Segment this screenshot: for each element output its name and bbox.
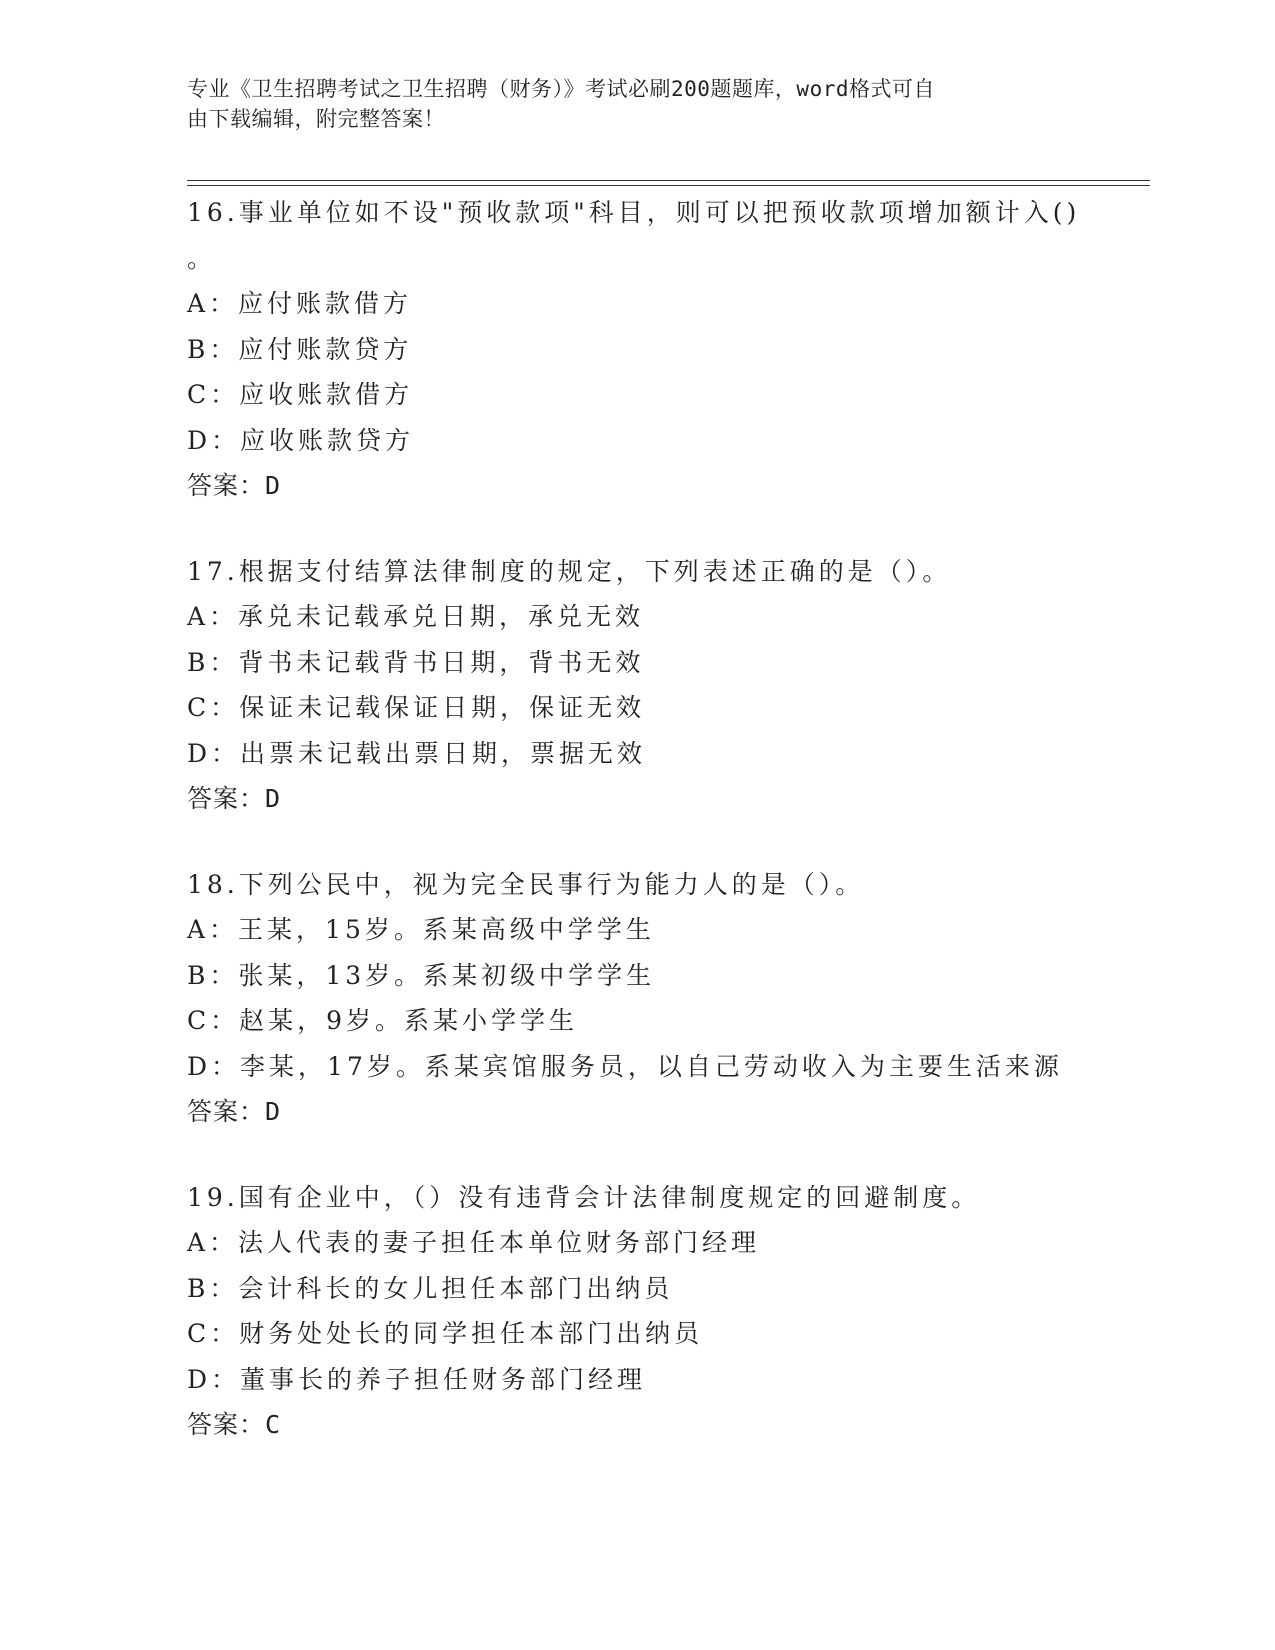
- question-list: [187, 190, 1087, 1488]
- header-line-2: 由下载编辑，附完整答案！: [187, 107, 445, 131]
- question-stem: 19.国有企业中，（）没有违背会计法律制度规定的回避制度。: [187, 1182, 981, 1212]
- answer-label: 答案：D: [187, 784, 282, 813]
- question-16: [187, 190, 1087, 509]
- question-stem: 17.根据支付结算法律制度的规定，下列表述正确的是（）。: [187, 556, 952, 586]
- option-a: A：王某，15岁。系某高级中学学生: [187, 915, 655, 944]
- option-c: C：赵某，9岁。系某小学学生: [187, 1006, 579, 1035]
- question-18: [187, 862, 1087, 1135]
- option-d: D：应收账款贷方: [187, 425, 415, 455]
- answer-label: 答案：D: [187, 1097, 282, 1126]
- option-c: C：财务处处长的同学担任本部门出纳员: [187, 1319, 704, 1348]
- option-d: D：董事长的养子担任财务部门经理: [187, 1364, 647, 1394]
- option-d: D：出票未记载出票日期，票据无效: [187, 738, 647, 768]
- option-a: A：法人代表的妻子担任本单位财务部门经理: [187, 1228, 761, 1257]
- question-stem: 16.事业单位如不设"预收款项"科目，则可以把预收款项增加额计入(): [187, 198, 1081, 227]
- option-c: C：应收账款借方: [187, 380, 414, 409]
- header-divider-top: [187, 180, 1150, 181]
- option-b: B：应付账款贷方: [187, 334, 413, 364]
- option-b: B：会计科长的女儿担任本部门出纳员: [187, 1273, 674, 1303]
- option-d: D：李某，17岁。系某宾馆服务员，以自己劳动收入为主要生活来源: [187, 1051, 1063, 1081]
- question-17: [187, 549, 1087, 822]
- question-stem: 18.下列公民中，视为完全民事行为能力人的是（）。: [187, 869, 865, 899]
- option-b: B：张某，13岁。系某初级中学学生: [187, 960, 656, 990]
- option-a: A：应付账款借方: [187, 289, 413, 318]
- answer-label: 答案：C: [187, 1410, 282, 1439]
- header-line-1: 专业《卫生招聘考试之卫生招聘（财务）》考试必刷200题题库，word格式可自: [187, 77, 935, 101]
- option-a: A：承兑未记载承兑日期，承兑无效: [187, 602, 645, 631]
- answer-label: 答案：D: [187, 471, 282, 500]
- option-c: C：保证未记载保证日期，保证无效: [187, 693, 646, 722]
- option-b: B：背书未记载背书日期，背书无效: [187, 647, 645, 677]
- question-stem-continuation: 。: [187, 243, 213, 273]
- document-header: [187, 74, 1067, 134]
- question-19: [187, 1175, 1087, 1448]
- header-divider-bottom: [187, 185, 1150, 186]
